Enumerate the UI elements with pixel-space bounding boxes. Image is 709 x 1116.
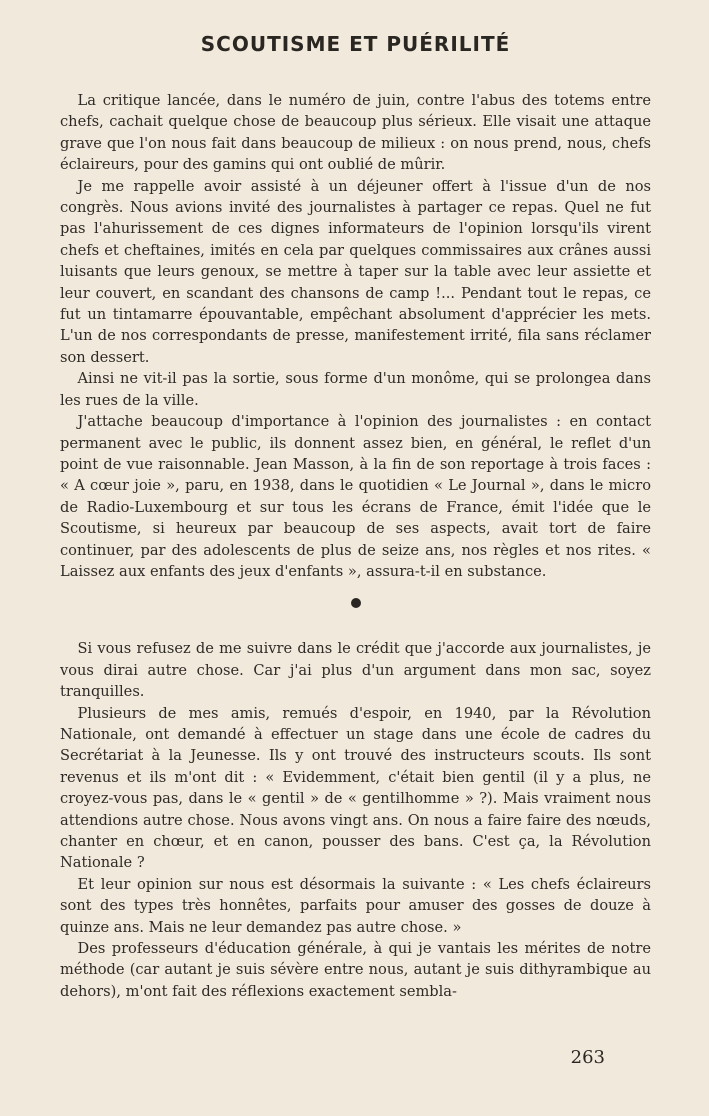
article-title: SCOUTISME ET PUÉRILITÉ (200, 32, 511, 56)
text-block-top (60, 90, 651, 582)
paragraph: Et leur opinion sur nous est désormais la suivante : « Les chefs éclaireurs sont des types très honnêtes, parfaits pour amuser des gosses de douze à quinze ans. Mais ne leur demandez pas autre chose. » (60, 875, 651, 936)
paragraph: Ainsi ne vit-il pas la sortie, sous forme d'un monôme, qui se prolongea dans les rues de la ville. (60, 370, 651, 409)
paragraph: J'attache beaucoup d'importance à l'opinion des journalistes : en contact permanent avec le public, ils donnent assez bien, en général, le reflet d'un point de vue raisonnable. Jean Masson, à la fin de son reportage à trois faces : « A cœur joie », paru, en 1938, dans le quotidien « Le Journal », dans le micro de Radio-Luxembourg et sur tous les écrans de France, émit l'idée que le Scoutisme, si heureux par beaucoup de ses aspects, avait tort de faire continuer, par des adolescents de plus de seize ans, nos règles et nos rites. « Laissez aux enfants des jeux d'enfants », assura-t-il en substance. (60, 413, 651, 580)
text-block-bottom (60, 638, 651, 1002)
section-separator-dot (351, 598, 361, 608)
page-number: 263 (570, 1047, 605, 1068)
paragraph: Plusieurs de mes amis, remués d'espoir, en 1940, par la Révolution Nationale, ont demandé à effectuer un stage dans une école de cadres du Secrétariat à la Jeunesse. Ils y ont trouvé des instructeurs scouts. Ils sont revenus et ils m'ont dit : « Evidemment, c'était bien gentil (il y a plus, ne croyez-vous pas, dans le « gentil » de « gentilhomme » ?). Mais vraiment nous attendions autre chose. Nous avons vingt ans. On nous a faire faire des nœuds, chanter en chœur, et en canon, pousser des bans. C'est ça, la Révolution Nationale ? (60, 704, 651, 872)
paragraph: La critique lancée, dans le numéro de juin, contre l'abus des totems entre chefs, cachait quelque chose de beaucoup plus sérieux. Elle visait une attaque grave que l'on nous fait dans beaucoup de milieux : on nous prend, nous, chefs éclaireurs, pour des gamins qui ont oublié de mûrir. (60, 92, 651, 174)
paragraph: Des professeurs d'éducation générale, à qui je vantais les mérites de notre méthode (car autant je suis sévère entre nous, autant je suis dithyrambique au dehors), m'ont fait des réflexions exactement sembla- (60, 940, 651, 1000)
paragraph: Je me rappelle avoir assisté à un déjeuner offert à l'issue d'un de nos congrès. Nous avions invité des journalistes à partager ce repas. Quel ne fut pas l'ahurissement de ces dignes informateurs de l'opinion lorsqu'ils virent chefs et cheftaines, imités en cela par quelques commissaires aux crânes aussi luisants que leurs genoux, se mettre à taper sur la table avec leur assiette et leur couvert, en scandant des chansons de camp !... Pendant tout le repas, ce fut un tintamarre épouvantable, empêchant absolument d'apprécier les mets. L'un de nos correspondants de presse, manifestement irrité, fila sans réclamer son dessert. (60, 177, 651, 366)
paragraph: Si vous refusez de me suivre dans le crédit que j'accorde aux journalistes, je vous dirai autre chose. Car j'ai plus d'un argument dans mon sac, soyez tranquilles. (60, 640, 651, 701)
